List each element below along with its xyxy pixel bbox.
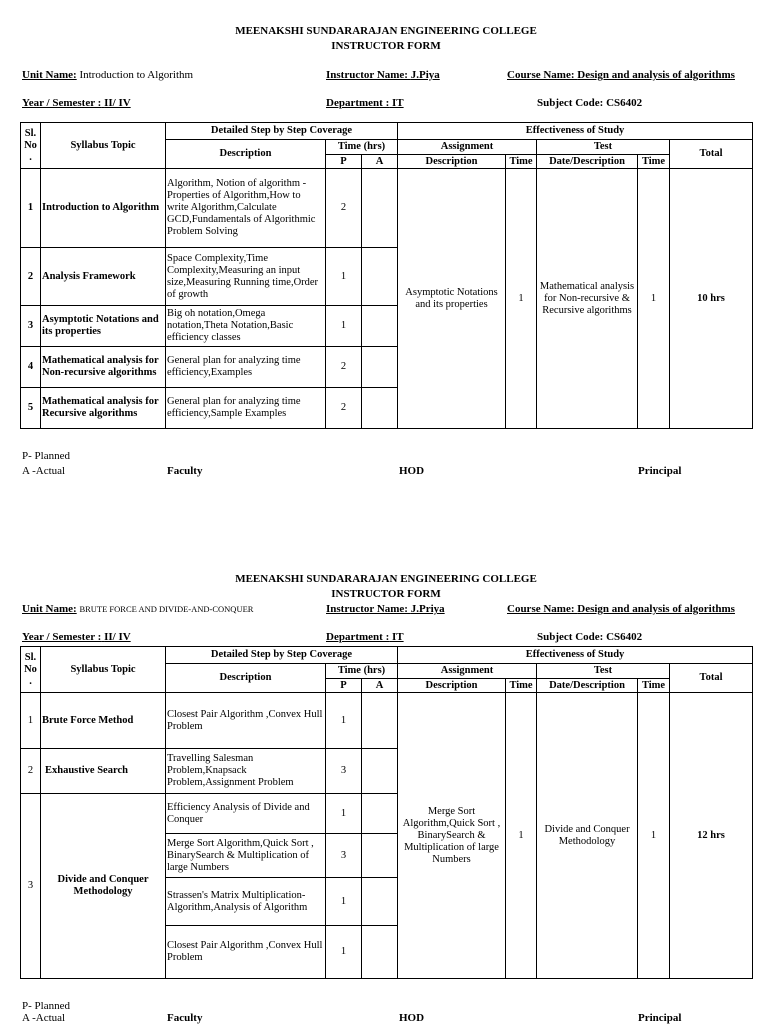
row-actual-hours <box>362 794 398 834</box>
header-time-hrs: Time (hrs) <box>326 664 398 679</box>
row-description: Merge Sort Algorithm,Quick Sort , BinarySearch & Multiplication of large Numbers <box>166 834 326 878</box>
legend-planned: P- Planned <box>22 450 70 462</box>
row-actual-hours <box>362 169 398 248</box>
year-semester-label: Year / Semester : <box>22 97 102 109</box>
unit-name-value: BRUTE FORCE AND DIVIDE-AND-CONQUER <box>79 604 254 614</box>
row-sl-no: 2 <box>21 248 41 306</box>
unit-name-field <box>22 69 193 82</box>
signature-principal: Principal <box>638 465 682 477</box>
header-actual: A <box>362 679 398 693</box>
assignment-time: 1 <box>506 169 537 429</box>
row-syllabus-topic: Mathematical analysis for Recursive algorithms <box>41 388 166 429</box>
header-detailed-coverage: Detailed Step by Step Coverage <box>166 647 398 664</box>
year-semester-field <box>22 97 131 110</box>
header-total: Total <box>670 140 753 169</box>
test-time: 1 <box>638 693 670 979</box>
assignment-time: 1 <box>506 693 537 979</box>
row-actual-hours <box>362 834 398 878</box>
row-actual-hours <box>362 248 398 306</box>
header-effectiveness: Effectiveness of Study <box>398 647 753 664</box>
row-planned-hours: 3 <box>326 834 362 878</box>
row-sl-no: 2 <box>21 749 41 794</box>
row-planned-hours: 1 <box>326 306 362 347</box>
header-time-hrs: Time (hrs) <box>326 140 398 155</box>
row-sl-no: 5 <box>21 388 41 429</box>
row-description: Closest Pair Algorithm ,Convex Hull Problem <box>166 926 326 979</box>
row-planned-hours: 2 <box>326 388 362 429</box>
row-actual-hours <box>362 926 398 979</box>
legend-planned: P- Planned <box>22 1000 70 1012</box>
header-description: Description <box>166 664 326 693</box>
year-semester-value: II/ IV <box>104 97 131 109</box>
row-syllabus-topic: Introduction to Algorithm <box>41 169 166 248</box>
row-actual-hours <box>362 878 398 926</box>
course-field <box>507 603 735 616</box>
instructor-name: J.Priya <box>410 603 445 615</box>
header-description: Description <box>166 140 326 169</box>
department-label: Department : <box>326 631 390 643</box>
header-planned: P <box>326 679 362 693</box>
subject-code-label: Subject Code: <box>537 97 604 109</box>
unit-name-label: Unit Name: <box>22 69 77 81</box>
department-field <box>326 631 404 644</box>
total-hours: 10 hrs <box>670 169 753 429</box>
form-title: INSTRUCTOR FORM <box>331 40 441 52</box>
year-semester-value: II/ IV <box>104 631 131 643</box>
header-test: Test <box>537 140 670 155</box>
unit-name-label: Unit Name: <box>22 603 77 615</box>
row-syllabus-topic: Mathematical analysis for Non-recursive algorithms <box>41 347 166 388</box>
instructor-name: J.Piya <box>410 69 440 81</box>
row-syllabus-topic: Analysis Framework <box>41 248 166 306</box>
row-sl-no: 1 <box>21 169 41 248</box>
row-description: General plan for analyzing time efficiency,Examples <box>166 347 326 388</box>
row-description: Closest Pair Algorithm ,Convex Hull Problem <box>166 693 326 749</box>
header-assignment-time: Time <box>506 155 537 169</box>
row-description: Space Complexity,Time Complexity,Measuring an input size,Measuring Running time,Order of growth <box>166 248 326 306</box>
college-name: MEENAKSHI SUNDARARAJAN ENGINEERING COLLEGE <box>235 573 537 585</box>
row-planned-hours: 1 <box>326 926 362 979</box>
row-planned-hours: 2 <box>326 169 362 248</box>
subject-code-field <box>537 631 642 644</box>
signature-hod: HOD <box>399 1012 425 1024</box>
test-description: Mathematical analysis for Non-recursive & Recursive algorithms <box>537 169 638 429</box>
row-actual-hours <box>362 306 398 347</box>
row-actual-hours <box>362 388 398 429</box>
table-row <box>21 169 753 248</box>
department-value: IT <box>391 631 404 643</box>
department-label: Department : <box>326 97 390 109</box>
signature-faculty: Faculty <box>167 1012 203 1024</box>
assignment-description: Merge Sort Algorithm,Quick Sort , BinarySearch & Multiplication of large Numbers <box>398 693 506 979</box>
row-syllabus-topic: Exhaustive Search <box>41 749 166 794</box>
row-description: Travelling Salesman Problem,Knapsack Problem,Assignment Problem <box>166 749 326 794</box>
subject-code-field <box>537 97 642 110</box>
row-syllabus-topic: Asymptotic Notations and its properties <box>41 306 166 347</box>
unit-name-value: Introduction to Algorithm <box>79 69 194 81</box>
course-field <box>507 69 735 82</box>
row-sl-no: 4 <box>21 347 41 388</box>
row-description: Efficiency Analysis of Divide and Conquer <box>166 794 326 834</box>
row-actual-hours <box>362 347 398 388</box>
row-description: General plan for analyzing time efficiency,Sample Examples <box>166 388 326 429</box>
row-description: Strassen's Matrix Multiplication-Algorithm,Analysis of Algorithm <box>166 878 326 926</box>
table-row <box>21 693 753 749</box>
signature-hod: HOD <box>399 465 425 477</box>
header-actual: A <box>362 155 398 169</box>
subject-code-label: Subject Code: <box>537 631 604 643</box>
header-test: Test <box>537 664 670 679</box>
row-description: Algorithm, Notion of algorithm - Properties of Algorithm,How to write Algorithm,Calculate GCD,Fundamentals of Algorithmic Problem Solving <box>166 169 326 248</box>
subject-code-value: CS6402 <box>606 97 643 109</box>
header-planned: P <box>326 155 362 169</box>
row-planned-hours: 3 <box>326 749 362 794</box>
header-total: Total <box>670 664 753 693</box>
row-sl-no: 3 <box>21 306 41 347</box>
assignment-description: Asymptotic Notations and its properties <box>398 169 506 429</box>
header-test-description: Date/Description <box>537 155 638 169</box>
header-assignment-description: Description <box>398 679 506 693</box>
header-assignment-time: Time <box>506 679 537 693</box>
department-value: IT <box>391 97 404 109</box>
row-planned-hours: 1 <box>326 794 362 834</box>
row-planned-hours: 2 <box>326 347 362 388</box>
row-planned-hours: 1 <box>326 878 362 926</box>
header-effectiveness: Effectiveness of Study <box>398 123 753 140</box>
subject-code-value: CS6402 <box>606 631 643 643</box>
row-actual-hours <box>362 693 398 749</box>
test-description: Divide and Conquer Methodology <box>537 693 638 979</box>
course-label: Course Name: <box>507 603 575 615</box>
instructor-label: Instructor Name: <box>326 69 408 81</box>
row-syllabus-topic: Divide and Conquer Methodology <box>41 794 166 979</box>
course-name: Design and analysis of algorithms <box>577 69 735 81</box>
row-actual-hours <box>362 749 398 794</box>
legend-actual: A -Actual <box>22 1012 66 1024</box>
year-semester-label: Year / Semester : <box>22 631 102 643</box>
year-semester-field <box>22 631 131 644</box>
header-assignment-description: Description <box>398 155 506 169</box>
instructor-field <box>326 603 445 616</box>
header-assignment: Assignment <box>398 140 537 155</box>
legend-actual: A -Actual <box>22 465 66 477</box>
form-title: INSTRUCTOR FORM <box>331 588 441 600</box>
header-syllabus-topic: Syllabus Topic <box>41 123 166 169</box>
header-test-time: Time <box>638 679 670 693</box>
course-name: Design and analysis of algorithms <box>577 603 735 615</box>
department-field <box>326 97 404 110</box>
signature-faculty: Faculty <box>167 465 203 477</box>
unit-name-field <box>22 603 253 616</box>
row-description: Big oh notation,Omega notation,Theta Notation,Basic efficiency classes <box>166 306 326 347</box>
instructor-field <box>326 69 440 82</box>
college-name: MEENAKSHI SUNDARARAJAN ENGINEERING COLLEGE <box>235 25 537 37</box>
coverage-table <box>20 122 753 429</box>
row-sl-no: 3 <box>21 794 41 979</box>
row-syllabus-topic: Brute Force Method <box>41 693 166 749</box>
header-test-description: Date/Description <box>537 679 638 693</box>
coverage-table <box>20 646 753 979</box>
row-planned-hours: 1 <box>326 693 362 749</box>
header-syllabus-topic: Syllabus Topic <box>41 647 166 693</box>
instructor-label: Instructor Name: <box>326 603 408 615</box>
test-time: 1 <box>638 169 670 429</box>
row-planned-hours: 1 <box>326 248 362 306</box>
signature-principal: Principal <box>638 1012 682 1024</box>
total-hours: 12 hrs <box>670 693 753 979</box>
header-test-time: Time <box>638 155 670 169</box>
header-assignment: Assignment <box>398 664 537 679</box>
header-sl-no: Sl. No . <box>21 123 41 169</box>
header-detailed-coverage: Detailed Step by Step Coverage <box>166 123 398 140</box>
header-sl-no: Sl. No . <box>21 647 41 693</box>
row-sl-no: 1 <box>21 693 41 749</box>
course-label: Course Name: <box>507 69 575 81</box>
